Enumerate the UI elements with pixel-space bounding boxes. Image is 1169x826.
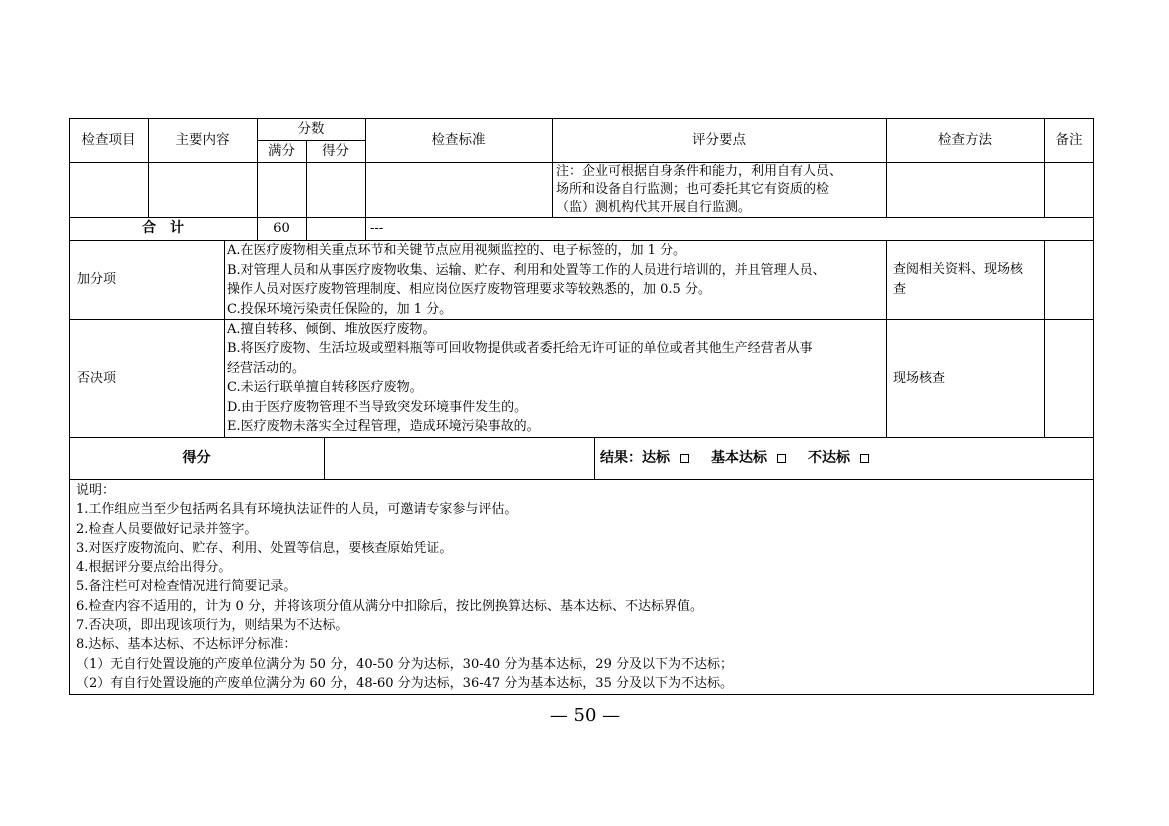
vline bbox=[1044, 240, 1045, 437]
notes-line: 1.工作组应当至少包括两名具有环境执法证件的人员，可邀请专家参与评估。 bbox=[76, 502, 518, 518]
header-points: 评分要点 bbox=[692, 131, 746, 148]
header-remark: 备注 bbox=[1055, 131, 1083, 148]
notes-line: 6.检查内容不适用的，计为 0 分，并将该项分值从满分中扣除后，按比例换算达标、基本达标、不达标界值。 bbox=[76, 598, 703, 614]
notes-line: 2.检查人员要做好记录并签字。 bbox=[76, 521, 258, 537]
note-line: 场所和设备自行监测；也可委托其它有资质的检 bbox=[556, 182, 830, 197]
notes-line: （1）无自行处置设施的产废单位满分为 50 分，40-50 分为达标，30-40 分为基本达标，29 分及以下为不达标； bbox=[76, 656, 733, 672]
header-standard: 检查标准 bbox=[431, 131, 486, 148]
score-label: 得分 bbox=[182, 449, 211, 466]
veto-line: D.由于医疗废物管理不当导致突发环境事件发生的。 bbox=[227, 399, 528, 415]
checkbox-icon[interactable] bbox=[860, 454, 869, 463]
vline bbox=[594, 437, 595, 479]
header-content: 主要内容 bbox=[175, 131, 230, 148]
veto-line: 经营活动的。 bbox=[227, 360, 306, 376]
notes-line: 7.否决项，即出现该项行为，则结果为不达标。 bbox=[76, 618, 349, 634]
bonus-line: 操作人员对医疗废物管理制度、相应岗位医疗废物管理要求等较熟悉的，加 0.5 分。 bbox=[227, 282, 711, 297]
veto-line: A.擅自转移、倾倒、堆放医疗废物。 bbox=[227, 322, 436, 337]
checkbox-icon[interactable] bbox=[777, 454, 786, 463]
vline bbox=[224, 240, 225, 437]
note-line: （监）测机构代其开展自行监测。 bbox=[556, 200, 752, 215]
veto-label: 否决项 bbox=[77, 370, 117, 386]
hline bbox=[69, 479, 1094, 480]
notes-line: 3.对医疗废物流向、贮存、利用、处置等信息，要核查原始凭证。 bbox=[76, 540, 453, 556]
result-field bbox=[600, 437, 1040, 479]
header-method: 检查方法 bbox=[938, 131, 992, 148]
notes-line: 说明： bbox=[76, 483, 116, 498]
notes-text bbox=[76, 481, 1090, 694]
page-number: — 50 — bbox=[549, 705, 621, 726]
notes-line: （2）有自行处置设施的产废单位满分为 60 分，48-60 分为达标，36-47 分为基本达标，35 分及以下为不达标。 bbox=[76, 675, 733, 691]
header-full-score: 满分 bbox=[268, 142, 295, 159]
header-item: 检查项目 bbox=[81, 131, 136, 148]
veto-line: E.医疗废物未落实全过程管理，造成环境污染事故的。 bbox=[227, 419, 540, 435]
checkbox-icon[interactable] bbox=[680, 454, 689, 463]
bonus-line: C.投保环境污染责任保险的，加 1 分。 bbox=[227, 301, 453, 317]
bonus-text bbox=[227, 241, 885, 319]
veto-method: 现场核查 bbox=[893, 370, 946, 386]
note-text bbox=[556, 163, 884, 217]
note-line: 注：企业可根据自身条件和能力，利用自有人员、 bbox=[556, 164, 843, 179]
notes-line: 4.根据评分要点给出得分。 bbox=[76, 560, 232, 576]
bonus-line: A.在医疗废物相关重点环节和关键节点应用视频监控的、电子标签的，加 1 分。 bbox=[227, 243, 687, 258]
header-got-score: 得分 bbox=[322, 142, 349, 159]
veto-text bbox=[227, 320, 885, 437]
total-standard: --- bbox=[370, 221, 384, 236]
result-option-fail: 不达标 bbox=[808, 449, 850, 466]
veto-line: C.未运行联单擅自转移医疗废物。 bbox=[227, 380, 423, 396]
veto-line: B.将医疗废物、生活垃圾或塑料瓶等可回收物提供或者委托给无许可证的单位或者其他生产经营者从事 bbox=[227, 341, 813, 357]
notes-line: 8.达标、基本达标、不达标评分标准： bbox=[76, 637, 297, 653]
bonus-method-line: 查 bbox=[893, 282, 907, 297]
vline bbox=[886, 240, 887, 437]
total-full-score: 60 bbox=[273, 221, 290, 236]
result-option-pass: 达标 bbox=[642, 449, 670, 466]
total-label: 合 计 bbox=[142, 220, 184, 236]
bonus-method-line: 查阅相关资料、现场核 bbox=[893, 262, 1024, 277]
bonus-line: B.对管理人员和从事医疗废物收集、运输、贮存、利用和处置等工作的人员进行培训的，并且管理人员、 bbox=[227, 262, 826, 278]
bonus-method bbox=[893, 260, 1043, 300]
vline bbox=[324, 437, 325, 479]
result-prefix: 结果： bbox=[600, 449, 642, 466]
notes-line: 5.备注栏可对检查情况进行简要记录。 bbox=[76, 579, 297, 595]
result-option-basic: 基本达标 bbox=[711, 449, 767, 466]
header-score: 分数 bbox=[297, 120, 325, 137]
bonus-label: 加分项 bbox=[77, 272, 117, 287]
